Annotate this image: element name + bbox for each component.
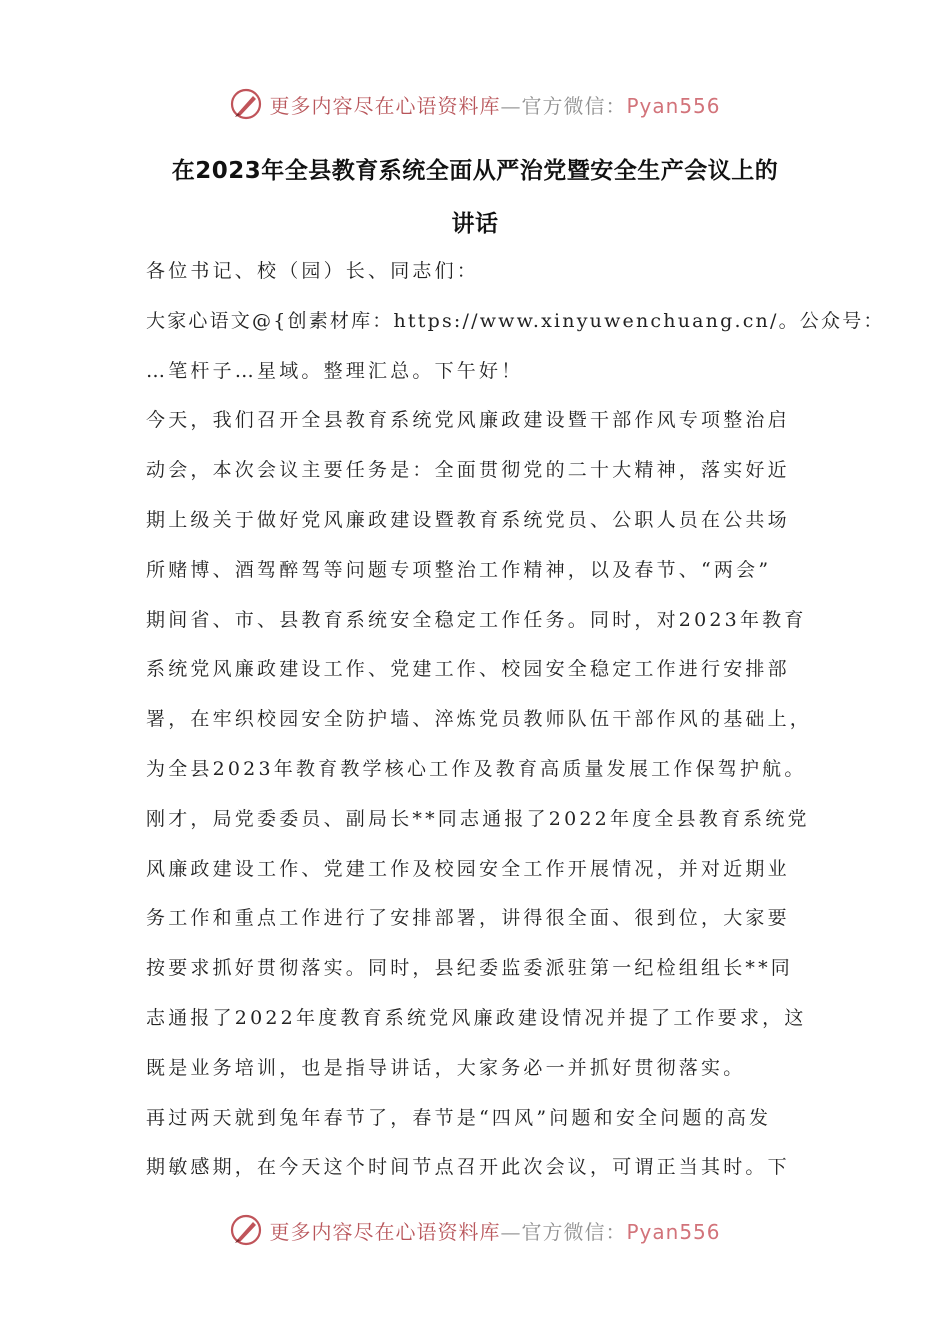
body-line: 期间省、市、县教育系统安全稳定工作任务。同时，对2023年教育: [146, 608, 807, 631]
body-line: 为全县2023年教育教学核心工作及教育高质量发展工作保驾护航。: [146, 757, 807, 780]
banner-main-text: 更多内容尽在心语资料库: [269, 1219, 501, 1244]
document-title-line-2: 讲话: [451, 211, 499, 237]
body-line: 大家心语文@{创素材库：https://www.xinyuwenchuang.cn/。公众号：: [146, 309, 885, 332]
pen-logo-icon: [229, 87, 263, 121]
banner-wechat-label: 官方微信：: [521, 1219, 627, 1244]
banner-main-text: 更多内容尽在心语资料库: [269, 93, 501, 118]
body-line: 再过两天就到兔年春节了，春节是“四风”问题和安全问题的高发: [146, 1106, 772, 1129]
banner-text: [269, 90, 720, 119]
body-line: 系统党风廉政建设工作、党建工作、校园安全稳定工作进行安排部: [146, 658, 790, 681]
body-line: 既是业务培训，也是指导讲话，大家务必一并抓好贯彻落实。: [146, 1056, 746, 1079]
document-body: [146, 252, 885, 1198]
body-line: 按要求抓好贯彻落实。同时，县纪委监委派驻第一纪检组组长**同: [146, 957, 794, 980]
header-banner: [0, 84, 950, 124]
banner-separator: —: [500, 93, 522, 118]
body-line: 所赌博、酒驾醉驾等问题专项整治工作精神，以及春节、“两会”: [146, 558, 772, 581]
body-line: 风廉政建设工作、党建工作及校园安全工作开展情况，并对近期业: [146, 857, 790, 880]
body-line: 志通报了2022年度教育系统党风廉政建设情况并提了工作要求，这: [146, 1006, 807, 1029]
body-line: 刚才，局党委委员、副局长**同志通报了2022年度全县教育系统党: [146, 807, 810, 830]
body-line: …笔杆子…星域。整理汇总。下午好！: [146, 359, 524, 382]
body-line: 今天，我们召开全县教育系统党风廉政建设暨干部作风专项整治启: [146, 409, 790, 432]
body-line: 各位书记、校（园）长、同志们：: [146, 260, 480, 282]
pen-logo-icon: [229, 1213, 263, 1247]
banner-wechat-id: Pyan556: [626, 93, 721, 118]
body-line: 务工作和重点工作进行了安排部署，讲得很全面、很到位，大家要: [146, 907, 790, 930]
body-line: 动会，本次会议主要任务是：全面贯彻党的二十大精神，落实好近: [146, 459, 790, 482]
body-line: 期敏感期，在今天这个时间节点召开此次会议，可谓正当其时。下: [146, 1156, 790, 1179]
body-line: 署，在牢织校园安全防护墙、淬炼党员教师队伍干部作风的基础上，: [146, 708, 813, 731]
footer-banner: [0, 1210, 950, 1250]
document-title-line-1: 在2023年全县教育系统全面从严治党暨安全生产会议上的: [171, 158, 779, 184]
body-line: 期上级关于做好党风廉政建设暨教育系统党员、公职人员在公共场: [146, 508, 790, 531]
banner-wechat-id: Pyan556: [626, 1219, 721, 1244]
banner-wechat-label: 官方微信：: [521, 93, 627, 118]
banner-text: [269, 1216, 720, 1245]
banner-separator: —: [500, 1219, 522, 1244]
